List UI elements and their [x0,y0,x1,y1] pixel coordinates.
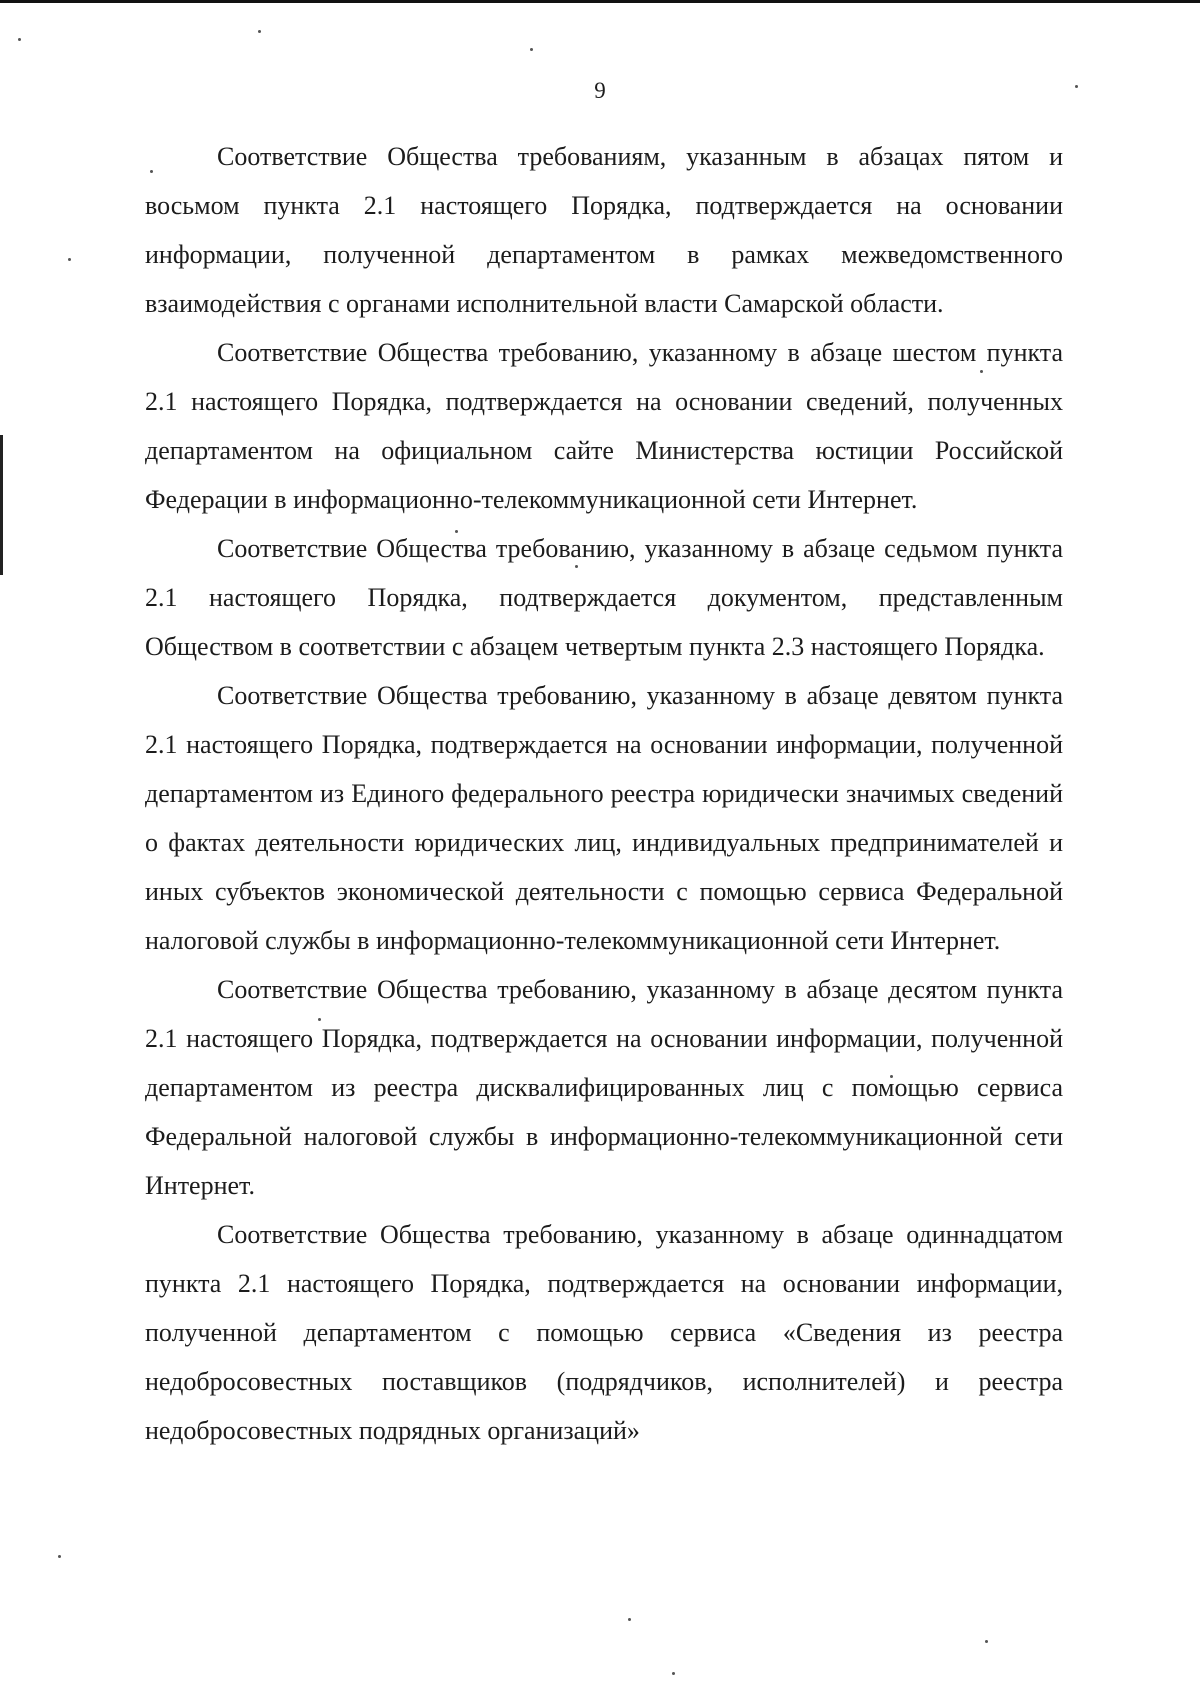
scan-speck [672,1672,675,1675]
paragraph: Соответствие Общества требованию, указанному в абзаце десятом пункта 2.1 настоящего Порядка, подтверждается на основании информации, полученной департаментом из реестра дисквалифицированных лиц с помощью сервиса Федеральной налоговой службы в информационно-телекоммуникационной сети Интернет. [145,975,1063,1200]
page-number: 9 [594,78,606,103]
paragraph: Соответствие Общества требованию, указанному в абзаце шестом пункта 2.1 настоящего Порядка, подтверждается на основании сведений, полученных департаментом на официальном сайте Министерства юстиции Российской Федерации в информационно-телекоммуникационной сети Интернет. [145,338,1063,514]
scan-speck [18,38,21,41]
scan-top-border [0,0,1200,3]
scan-left-margin-mark [0,435,3,575]
scan-speck [985,1640,988,1643]
scan-speck [58,1555,61,1558]
scan-speck [68,258,71,261]
document-body [145,132,1063,1455]
paragraph: Соответствие Общества требованию, указанному в абзаце седьмом пункта 2.1 настоящего Порядка, подтверждается документом, представленным Обществом в соответствии с абзацем четвертым пункта 2.3 настоящего Порядка. [145,534,1063,661]
scan-speck [628,1618,631,1621]
paragraph: Соответствие Общества требованиям, указанным в абзацах пятом и восьмом пункта 2.1 настоящего Порядка, подтверждается на основании информации, полученной департаментом в рамках межведомственного взаимодействия с органами исполнительной власти Самарской области. [145,142,1063,318]
paragraph: Соответствие Общества требованию, указанному в абзаце девятом пункта 2.1 настоящего Порядка, подтверждается на основании информации, полученной департаментом из Единого федерального реестра юридически значимых сведений о фактах деятельности юридических лиц, индивидуальных предпринимателей и иных субъектов экономической деятельности с помощью сервиса Федеральной налоговой службы в информационно-телекоммуникационной сети Интернет. [145,681,1063,955]
scan-speck [258,30,261,33]
scan-speck [530,48,533,51]
paragraph: Соответствие Общества требованию, указанному в абзаце одиннадцатом пункта 2.1 настоящего Порядка, подтверждается на основании информации, полученной департаментом с помощью сервиса «Сведения из реестра недобросовестных поставщиков (подрядчиков, исполнителей) и реестра недобросовестных подрядных организаций» [145,1220,1063,1445]
